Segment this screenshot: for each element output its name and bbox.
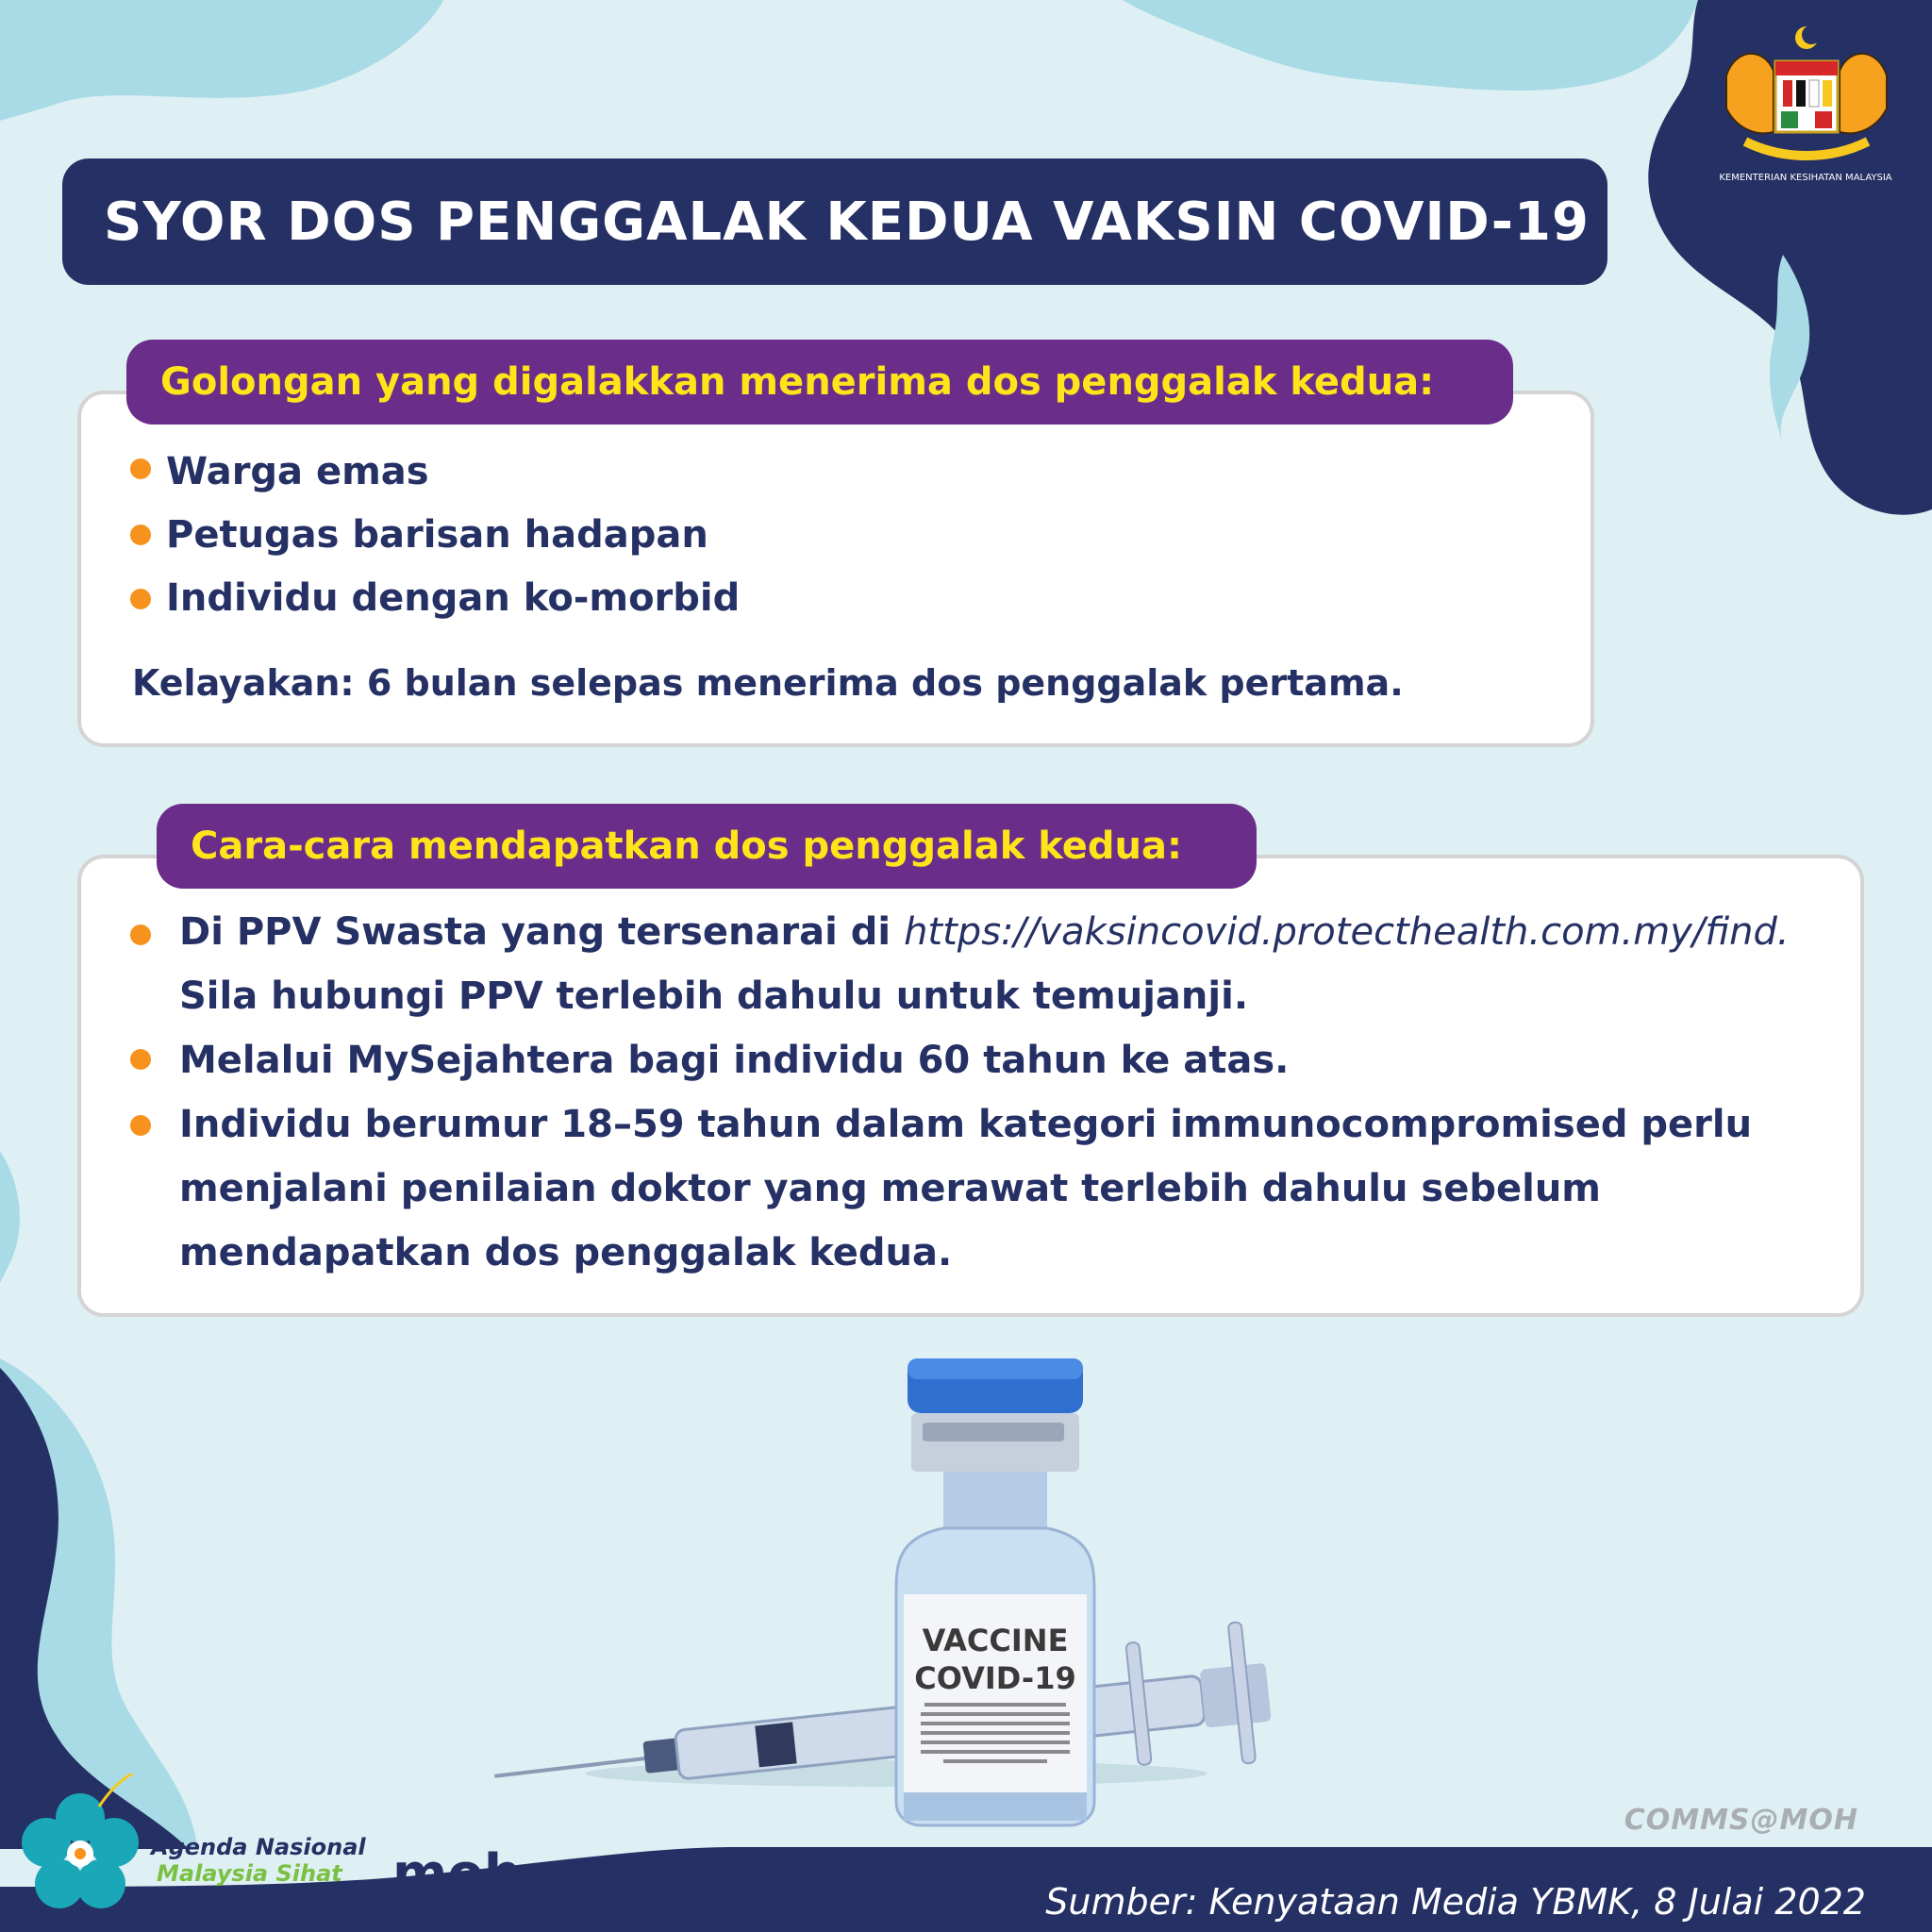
list-item: Melalui MySejahtera bagi individu 60 tahun ke atas.: [179, 1039, 1290, 1082]
bullet-icon: [130, 1115, 151, 1136]
vial-label-line2: COVID-19: [914, 1660, 1076, 1696]
section1-heading: Golongan yang digalakkan menerima dos penggalak kedua:: [160, 360, 1435, 404]
website-link[interactable]: moh.gov.my: [392, 1843, 756, 1905]
list-item: Warga emas: [166, 450, 429, 493]
ministry-crest-logo: [1707, 19, 1906, 170]
list-item-continued: menjalani penilaian doktor yang merawat terlebih dahulu sebelum: [179, 1167, 1601, 1210]
section2-heading: Cara-cara mendapatkan dos penggalak kedua:: [191, 824, 1182, 868]
bullet-icon: [130, 525, 151, 545]
list-item-continued: Sila hubungi PPV terlebih dahulu untuk temujanji.: [179, 974, 1249, 1018]
credit-text: COMMS@MOH: [1624, 1804, 1858, 1837]
eligibility-text: Kelayakan: 6 bulan selepas menerima dos penggalak pertama.: [132, 662, 1404, 704]
agenda-subtitle: Malaysia Sihat: [157, 1860, 342, 1887]
page-title-bar: [62, 158, 1607, 285]
section1-heading-pill: [126, 340, 1513, 425]
vaccine-vial-syringe-illustration: [481, 1340, 1283, 1830]
bullet-icon: [130, 1049, 151, 1070]
vaccine-finder-link[interactable]: https://vaksincovid.protecthealth.com.my/find.: [904, 910, 1790, 954]
bullet-icon: [130, 458, 151, 479]
agenda-title: Agenda Nasional: [151, 1834, 366, 1860]
source-text: Sumber: Kenyataan Media YBMK, 8 Julai 2022: [1045, 1881, 1866, 1923]
bullet-icon: [130, 924, 151, 945]
item1-text: Di PPV Swasta yang tersenarai di: [179, 910, 905, 954]
page-title: SYOR DOS PENGGALAK KEDUA VAKSIN COVID-19: [104, 191, 1590, 253]
bullet-icon: [130, 589, 151, 609]
list-item: [179, 900, 1790, 964]
vial-label-line1: VACCINE: [922, 1623, 1069, 1658]
list-item: Individu berumur 18–59 tahun dalam kategori immunocompromised perlu: [179, 1103, 1753, 1146]
list-item: Individu dengan ko-morbid: [166, 576, 741, 620]
list-item-continued: mendapatkan dos penggalak kedua.: [179, 1231, 953, 1274]
section2-heading-pill: [157, 804, 1257, 889]
ministry-name: KEMENTERIAN KESIHATAN MALAYSIA: [1719, 173, 1892, 183]
list-item: Petugas barisan hadapan: [166, 513, 708, 557]
